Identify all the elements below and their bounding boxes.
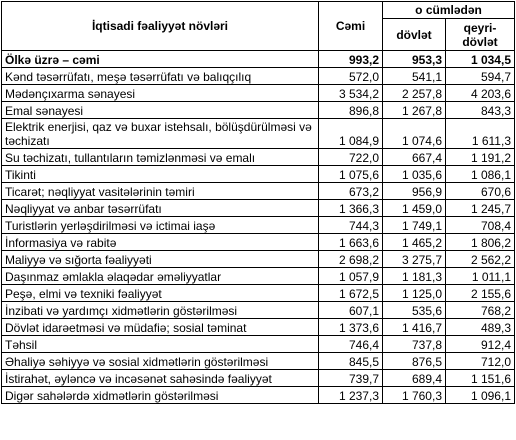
row-nonstate: 1 191,2 [446, 149, 515, 166]
row-state: 541,1 [383, 68, 446, 85]
row-state: 1 181,3 [383, 268, 446, 285]
row-state: 1 125,0 [383, 285, 446, 302]
table-row [2, 234, 515, 251]
table-row [2, 51, 515, 68]
row-label: Digər sahələrdə xidmətlərin göstərilməsi [2, 387, 319, 404]
row-state: 1 267,8 [383, 102, 446, 119]
header-nonstate: qeyri-dövlət [446, 19, 515, 51]
row-state: 689,4 [383, 370, 446, 387]
table-row [2, 387, 515, 404]
table-row [2, 68, 515, 85]
row-total: 1 084,9 [319, 119, 383, 149]
table-row [2, 336, 515, 353]
table-row [2, 217, 515, 234]
row-nonstate: 670,6 [446, 183, 515, 200]
row-state: 1 465,2 [383, 234, 446, 251]
table-row [2, 302, 515, 319]
row-nonstate: 1 096,1 [446, 387, 515, 404]
row-label: Daşınmaz əmlakla əlaqədar əməliyyatlar [2, 268, 319, 285]
row-label: Nəqliyyat və anbar təsərrüfatı [2, 200, 319, 217]
row-total: 1 075,6 [319, 166, 383, 183]
row-label: Təhsil [2, 336, 319, 353]
row-state: 535,6 [383, 302, 446, 319]
row-state: 737,8 [383, 336, 446, 353]
table-row [2, 183, 515, 200]
row-state: 1 459,0 [383, 200, 446, 217]
row-total: 746,4 [319, 336, 383, 353]
table-row [2, 370, 515, 387]
table-body [2, 51, 515, 404]
row-nonstate: 1 806,2 [446, 234, 515, 251]
row-nonstate: 912,4 [446, 336, 515, 353]
row-total: 896,8 [319, 102, 383, 119]
row-label: Peşə, elmi və texniki fəaliyyət [2, 285, 319, 302]
row-label: Turistlərin yerləşdirilməsi və ictimai iaşə [2, 217, 319, 234]
table-row [2, 149, 515, 166]
row-total: 1 663,6 [319, 234, 383, 251]
row-total: 1 057,9 [319, 268, 383, 285]
row-label: İnformasiya və rabitə [2, 234, 319, 251]
row-total: 1 237,3 [319, 387, 383, 404]
table-row [2, 268, 515, 285]
row-state: 2 257,8 [383, 85, 446, 102]
row-nonstate: 489,3 [446, 319, 515, 336]
table-row [2, 251, 515, 268]
row-nonstate: 4 203,6 [446, 85, 515, 102]
row-label: Tikinti [2, 166, 319, 183]
row-nonstate: 1 245,7 [446, 200, 515, 217]
row-label: Ölkə üzrə – cəmi [2, 51, 319, 68]
table-row [2, 200, 515, 217]
row-total: 1 672,5 [319, 285, 383, 302]
row-state: 1 416,7 [383, 319, 446, 336]
row-total: 1 366,3 [319, 200, 383, 217]
row-nonstate: 843,3 [446, 102, 515, 119]
row-state: 667,4 [383, 149, 446, 166]
row-nonstate: 1 151,6 [446, 370, 515, 387]
row-label: Emal sənayesi [2, 102, 319, 119]
row-total: 673,2 [319, 183, 383, 200]
row-label: Elektrik enerjisi, qaz və buxar istehsalı, bölüşdürülməsi və təchizatı [2, 119, 319, 149]
row-state: 1 074,6 [383, 119, 446, 149]
row-nonstate: 1 611,3 [446, 119, 515, 149]
row-label: Əhaliyə səhiyyə və sosial xidmətlərin göstərilməsi [2, 353, 319, 370]
row-total: 3 534,2 [319, 85, 383, 102]
row-label: Kənd təsərrüfatı, meşə təsərrüfatı və balıqçılıq [2, 68, 319, 85]
row-label: Ticarət; nəqliyyat vasitələrinin təmiri [2, 183, 319, 200]
row-state: 1 035,6 [383, 166, 446, 183]
table-row [2, 319, 515, 336]
row-nonstate: 2 562,2 [446, 251, 515, 268]
row-nonstate: 1 034,5 [446, 51, 515, 68]
table-row [2, 119, 515, 149]
row-nonstate: 1 086,1 [446, 166, 515, 183]
row-total: 744,3 [319, 217, 383, 234]
row-total: 2 698,2 [319, 251, 383, 268]
row-nonstate: 768,2 [446, 302, 515, 319]
row-label: Dövlət idarəetməsi və müdafiə; sosial təminat [2, 319, 319, 336]
table-row [2, 166, 515, 183]
row-total: 572,0 [319, 68, 383, 85]
row-total: 845,5 [319, 353, 383, 370]
row-state: 1 749,1 [383, 217, 446, 234]
row-total: 993,2 [319, 51, 383, 68]
row-nonstate: 1 011,1 [446, 268, 515, 285]
header-state: dövlət [383, 19, 446, 51]
row-nonstate: 708,4 [446, 217, 515, 234]
header-activity: İqtisadi fəaliyyət növləri [2, 2, 319, 51]
row-nonstate: 594,7 [446, 68, 515, 85]
row-label: Su təchizatı, tullantıların təmizlənməsi və emalı [2, 149, 319, 166]
row-total: 1 373,6 [319, 319, 383, 336]
row-state: 876,5 [383, 353, 446, 370]
row-label: Mədənçıxarma sənayesi [2, 85, 319, 102]
row-label: İnzibati və yardımçı xidmətlərin göstərilməsi [2, 302, 319, 319]
row-label: Maliyyə və sığorta fəaliyyəti [2, 251, 319, 268]
row-total: 739,7 [319, 370, 383, 387]
row-nonstate: 2 155,6 [446, 285, 515, 302]
header-group: o cümlədən [383, 2, 515, 19]
row-state: 953,3 [383, 51, 446, 68]
row-nonstate: 712,0 [446, 353, 515, 370]
row-state: 1 760,3 [383, 387, 446, 404]
salary-table-container [1, 1, 514, 404]
table-row [2, 102, 515, 119]
row-total: 722,0 [319, 149, 383, 166]
row-total: 607,1 [319, 302, 383, 319]
row-state: 956,9 [383, 183, 446, 200]
salary-table [1, 1, 515, 404]
header-total: Cəmi [319, 2, 383, 51]
table-row [2, 85, 515, 102]
table-row [2, 353, 515, 370]
row-state: 3 275,7 [383, 251, 446, 268]
row-label: İstirahət, əyləncə və incəsənət sahəsində fəaliyyət [2, 370, 319, 387]
table-row [2, 285, 515, 302]
